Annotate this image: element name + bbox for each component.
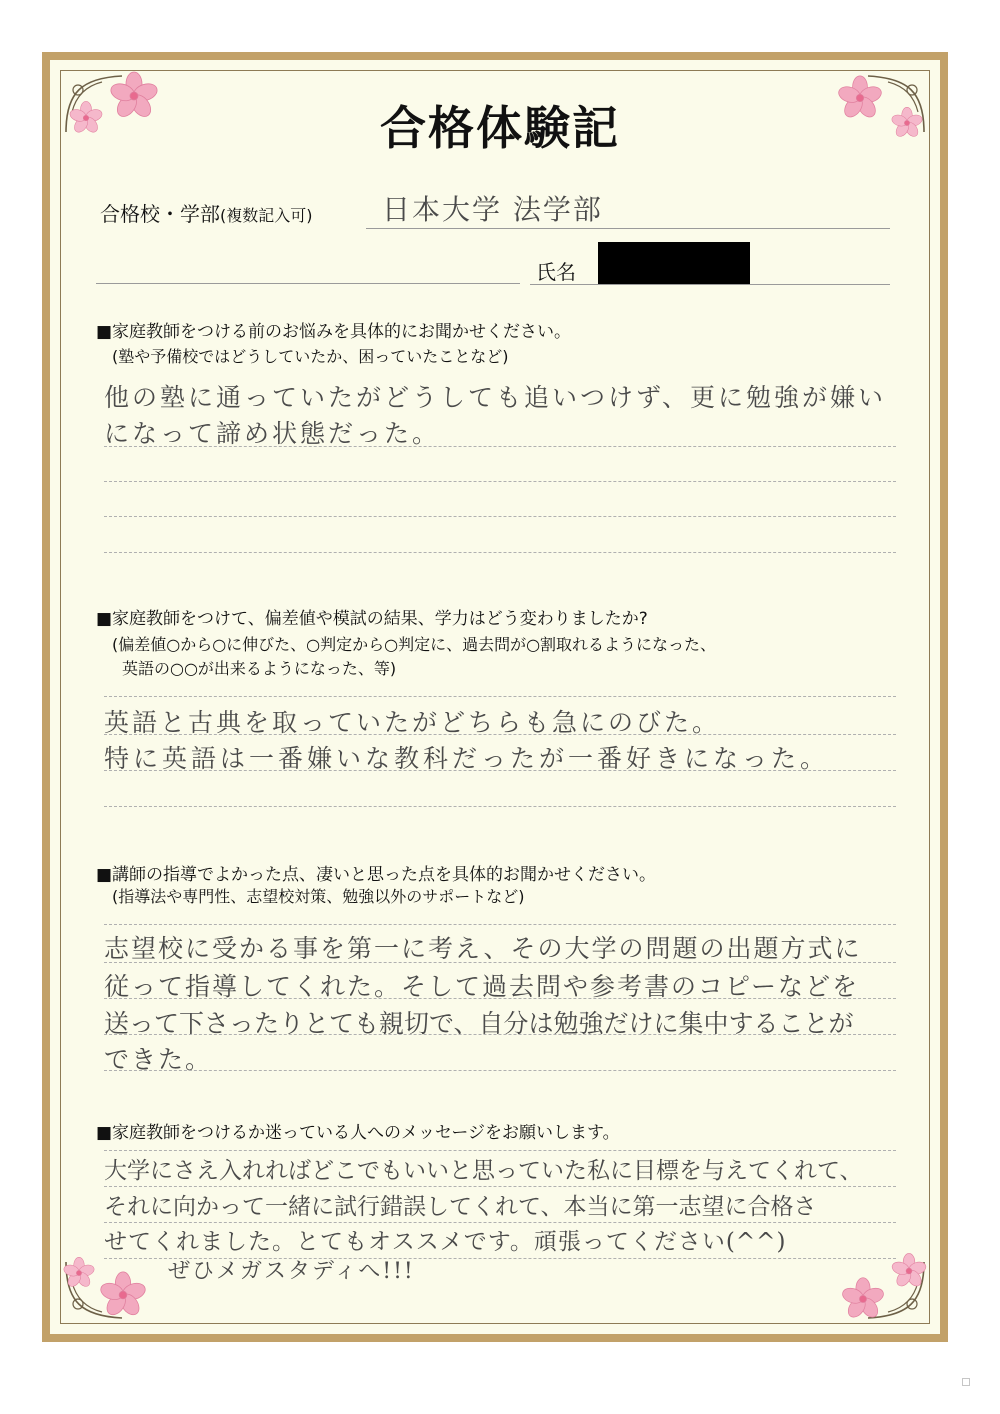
writing-line xyxy=(104,962,896,963)
name-redaction xyxy=(598,242,750,284)
school-rule xyxy=(366,228,890,229)
section-3-answer-line: 従って指導してくれた。そして過去問や参考書のコピーなどを xyxy=(104,972,860,1001)
writing-line xyxy=(104,1150,896,1151)
page-title: 合格体験記 xyxy=(380,101,620,155)
section-3-hint: (指導法や専門性、志望校対策、勉強以外のサポートなど) xyxy=(112,887,525,906)
section-4-answer-line: 大学にさえ入れればどこでもいいと思っていた私に目標を与えてくれて、 xyxy=(104,1158,863,1184)
school-label xyxy=(100,198,313,227)
section-2-answer-line: 英語と古典を取っていたがどちらも急にのびた。 xyxy=(104,708,721,737)
writing-line xyxy=(104,998,896,999)
writing-line xyxy=(104,1186,896,1187)
writing-line xyxy=(104,806,896,807)
school-label-main: 合格校・学部 xyxy=(100,202,220,226)
section-3-answer-line: 志望校に受かる事を第一に考え、その大学の問題の出題方式に xyxy=(104,934,862,963)
section-1-hint: (塾や予備校ではどうしていたか、困っていたことなど) xyxy=(112,347,509,366)
writing-line xyxy=(104,516,896,517)
section-3-answer-line: 送って下さったりとても親切で、自分は勉強だけに集中することが xyxy=(104,1009,854,1038)
section-1-question: ■家庭教師をつける前のお悩みを具体的にお聞かせください。 xyxy=(96,322,572,342)
section-4-answer-line: それに向かって一緒に試行錯誤してくれて、本当に第一志望に合格さ xyxy=(104,1194,817,1220)
school-value: 日本大学 法学部 xyxy=(382,193,603,226)
writing-line xyxy=(104,481,896,482)
section-2-hint: 英語の○○が出来るようになった、等) xyxy=(122,659,397,678)
writing-line xyxy=(104,696,896,697)
name-label: 氏名 xyxy=(536,260,576,284)
section-3-question: ■講師の指導でよかった点、凄いと思った点を具体的お聞かせください。 xyxy=(96,865,657,885)
section-1-answer-line: になって諦め状態だった。 xyxy=(104,419,441,448)
section-1-answer-line: 他の塾に通っていたがどうしても追いつけず、更に勉強が嫌い xyxy=(104,383,887,412)
writing-line xyxy=(104,552,896,553)
writing-line xyxy=(104,734,896,735)
section-4-answer-line: せてくれました。とてもオススメです。頑張ってください(^^) xyxy=(104,1229,787,1255)
writing-line xyxy=(104,770,896,771)
name-rule xyxy=(530,284,890,285)
writing-line xyxy=(104,1034,896,1035)
section-3-answer-line: できた。 xyxy=(104,1045,213,1074)
school-label-note: (複数記入可) xyxy=(220,206,313,225)
writing-line xyxy=(104,1070,896,1071)
section-2-question: ■家庭教師をつけて、偏差値や模試の結果、学力はどう変わりましたか? xyxy=(96,609,648,629)
section-4-question: ■家庭教師をつけるか迷っている人へのメッセージをお願いします。 xyxy=(96,1123,620,1143)
blank-rule xyxy=(96,283,520,284)
section-4-answer-line: ぜひメガスタディへ!!! xyxy=(168,1259,415,1284)
section-2-answer-line: 特に英語は一番嫌いな教科だったが一番好きになった。 xyxy=(104,744,830,773)
page-corner-mark xyxy=(962,1378,970,1386)
writing-line xyxy=(104,446,896,447)
writing-line xyxy=(104,924,896,925)
section-2-hint: (偏差値○から○に伸びた、○判定から○判定に、過去問が○割取れるようになった、 xyxy=(112,635,717,654)
